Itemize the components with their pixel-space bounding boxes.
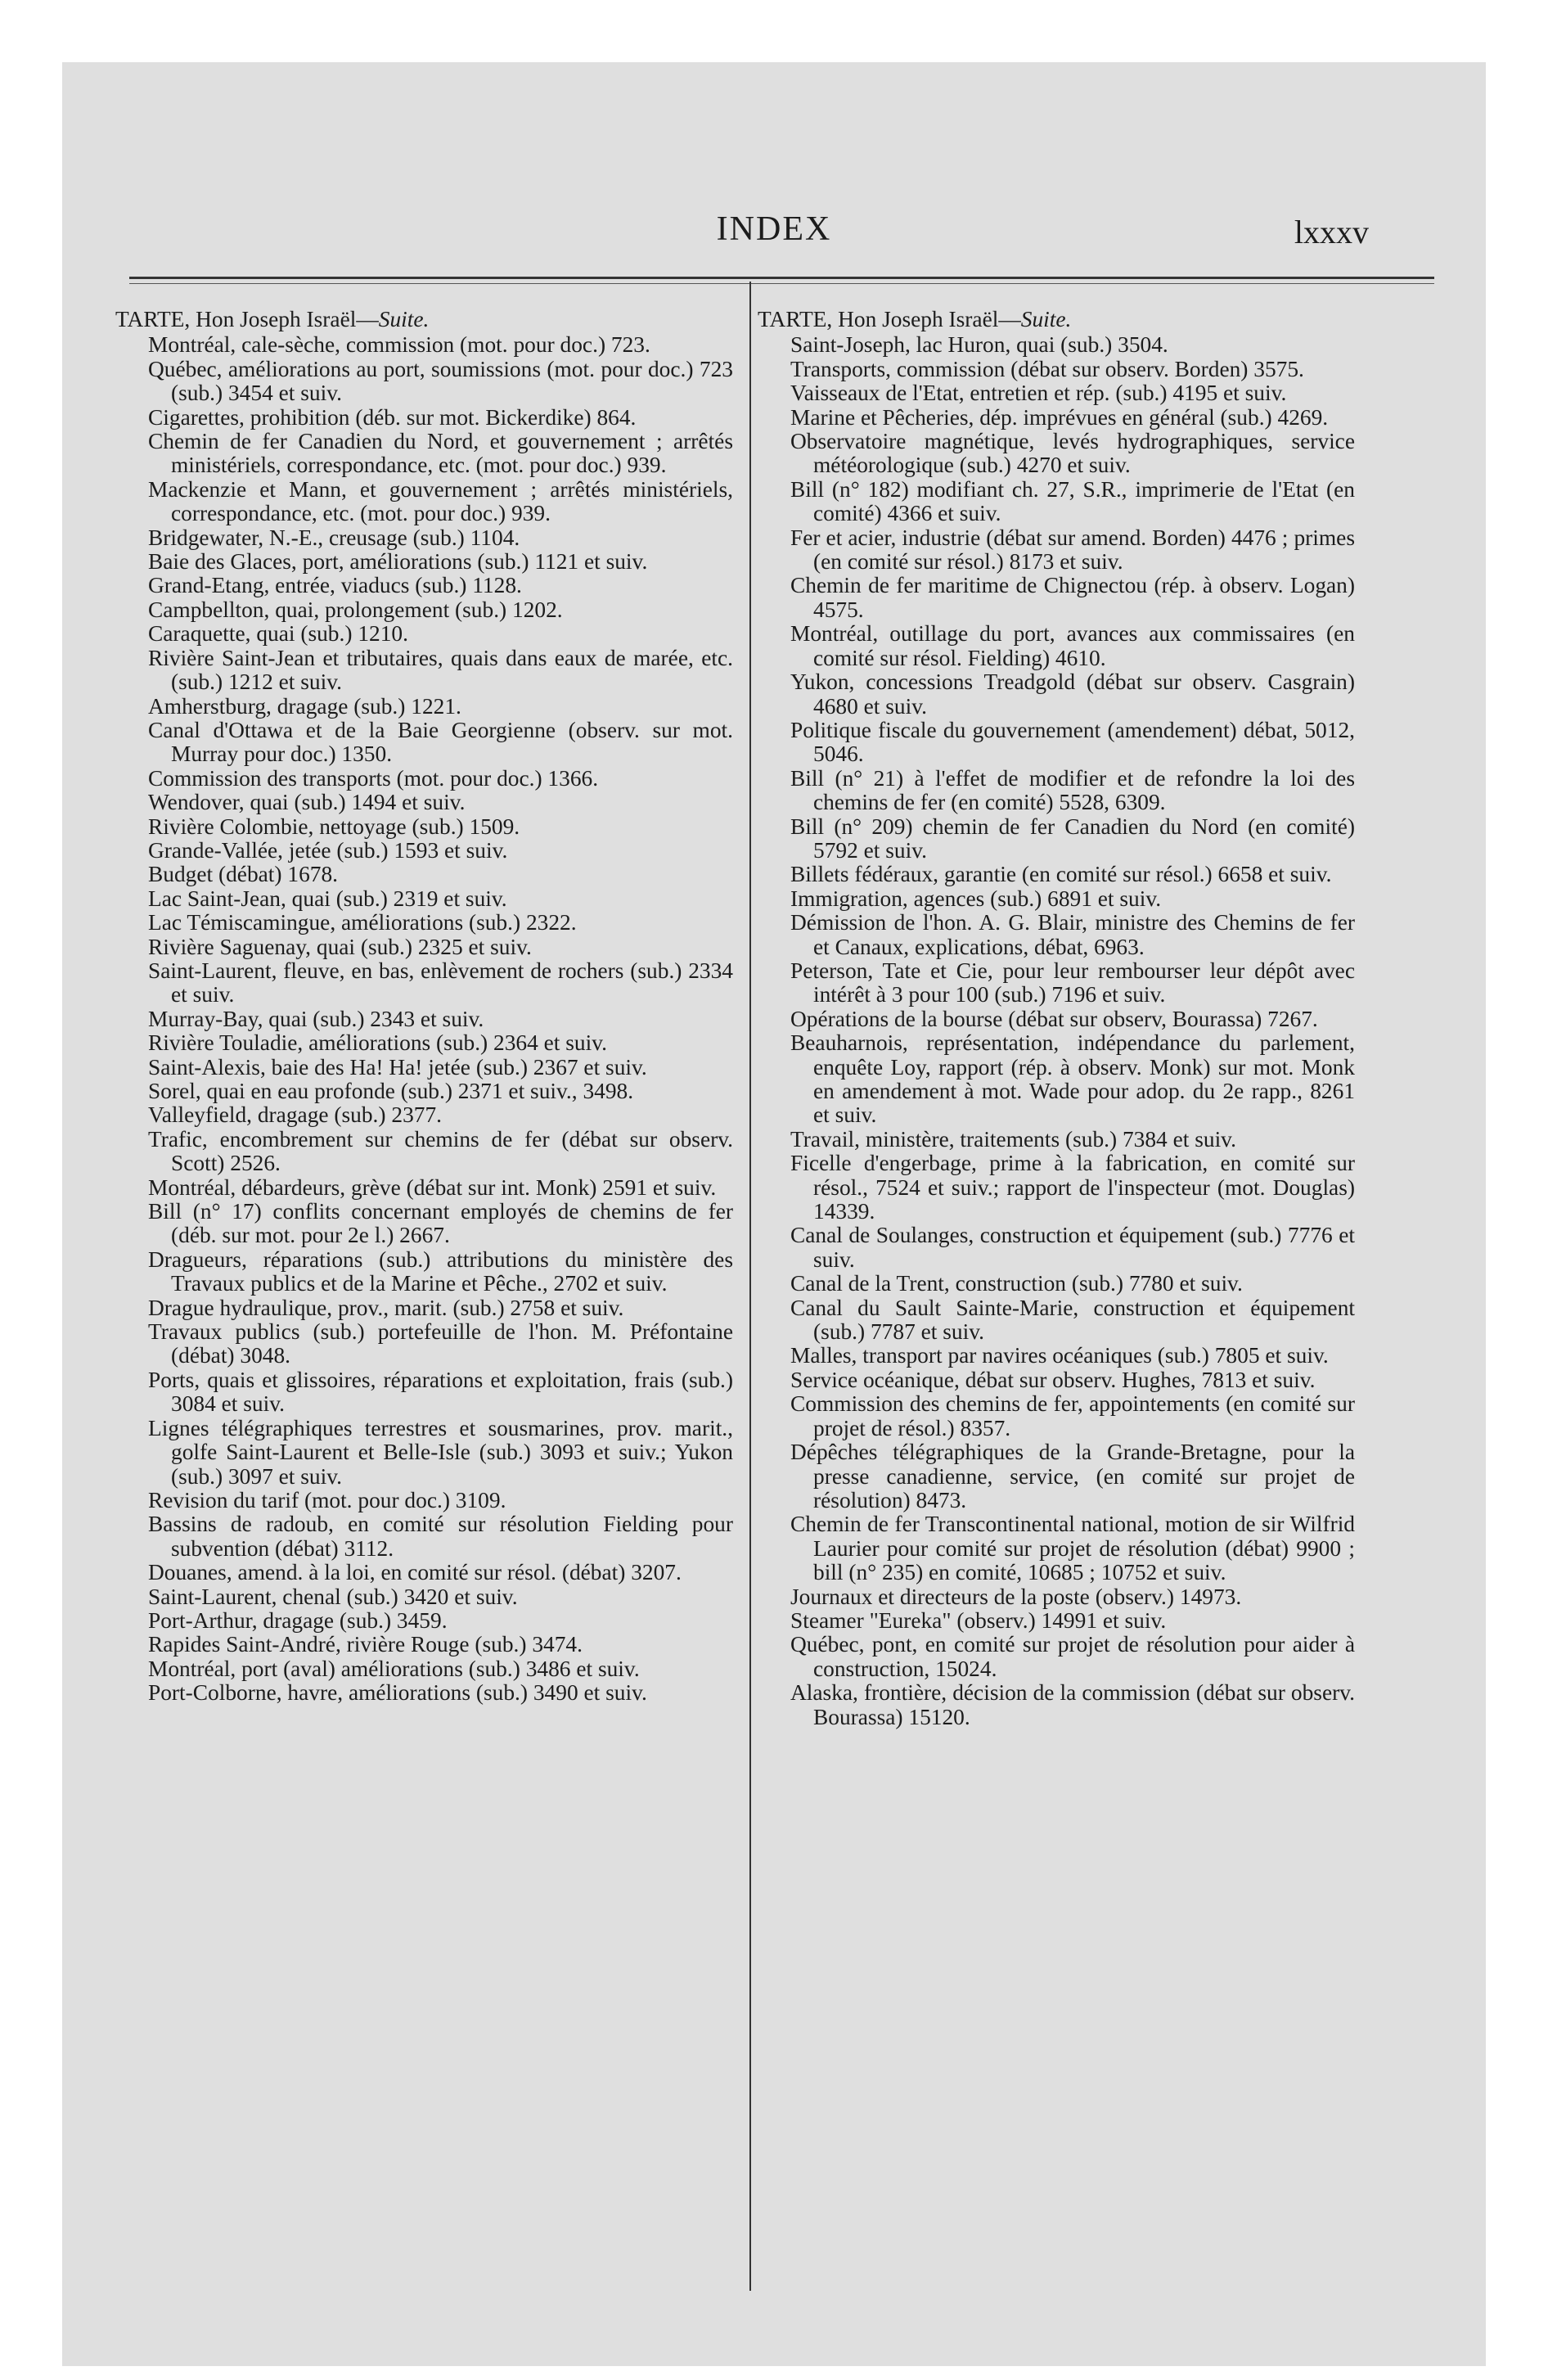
- index-entry: Canal de la Trent, construction (sub.) 7780 et suiv.: [790, 1271, 1243, 1296]
- page-header: [62, 210, 1486, 250]
- index-entry: Billets fédéraux, garantie (en comité sur résol.) 6658 et suiv.: [790, 862, 1332, 887]
- index-entry: Marine et Pêcheries, dép. imprévues en général (sub.) 4269.: [790, 404, 1329, 430]
- index-entry: Montréal, cale-sèche, commission (mot. pour doc.) 723.: [148, 332, 650, 358]
- index-entry: Ports, quais et glissoires, réparations et exploitation, frais (sub.) 3084 et suiv.: [148, 1367, 733, 1417]
- index-entry: Drague hydraulique, prov., marit. (sub.) 2758 et suiv.: [148, 1295, 624, 1320]
- index-entry: Commission des chemins de fer, appointements (en comité sur projet de résol.) 8357.: [790, 1391, 1355, 1440]
- right-column-heading: [758, 308, 1355, 331]
- index-entry: Sorel, quai en eau profonde (sub.) 2371 et suiv., 3498.: [148, 1079, 634, 1103]
- index-entry: Grande-Vallée, jetée (sub.) 1593 et suiv.: [148, 837, 508, 863]
- left-column-heading: [115, 308, 733, 331]
- index-entry: Dépêches télégraphiques de la Grande-Bretagne, pour la presse canadienne, service, (en comité sur projet de résolution) 8473.: [790, 1440, 1355, 1512]
- heading-name: TARTE, Hon Joseph Israël—: [115, 307, 379, 331]
- page-number: lxxxv: [1294, 214, 1369, 250]
- index-entry: Québec, améliorations au port, soumissions (mot. pour doc.) 723 (sub.) 3454 et suiv.: [148, 356, 733, 406]
- index-entry: Journaux et directeurs de la poste (observ.) 14973.: [790, 1584, 1242, 1609]
- index-entry: Peterson, Tate et Cie, pour leur rembourser leur dépôt avec intérêt à 3 pour 100 (sub.) 7196 et suiv.: [790, 958, 1355, 1007]
- index-entry: Transports, commission (débat sur observ. Borden) 3575.: [790, 356, 1304, 381]
- index-entry: Dragueurs, réparations (sub.) attributions du ministère des Travaux publics et de la Marine et Pêche., 2702 et suiv.: [148, 1246, 733, 1296]
- index-entry: Bill (n° 182) modifiant ch. 27, S.R., imprimerie de l'Etat (en comité) 4366 et suiv.: [790, 476, 1355, 526]
- index-entry: Revision du tarif (mot. pour doc.) 3109.: [148, 1487, 506, 1512]
- left-entries: [115, 333, 733, 1705]
- index-entry: Cigarettes, prohibition (déb. sur mot. Bickerdike) 864.: [148, 404, 637, 430]
- index-entry: Bill (n° 17) conflits concernant employés de chemins de fer (déb. sur mot. pour 2e l.) 2667.: [148, 1199, 733, 1248]
- index-entry: Opérations de la bourse (débat sur observ, Bourassa) 7267.: [790, 1006, 1318, 1031]
- index-entry: Amherstburg, dragage (sub.) 1221.: [148, 693, 461, 719]
- header-rule: [129, 277, 1434, 279]
- index-entry: Fer et acier, industrie (débat sur amend. Borden) 4476 ; primes (en comité sur résol.) 8173 et suiv.: [790, 525, 1355, 575]
- index-entry: Commission des transports (mot. pour doc.) 1366.: [148, 765, 599, 791]
- index-entry: Bill (n° 209) chemin de fer Canadien du Nord (en comité) 5792 et suiv.: [790, 814, 1355, 863]
- index-entry: Service océanique, débat sur observ. Hughes, 7813 et suiv.: [790, 1367, 1316, 1392]
- index-entry: Vaisseaux de l'Etat, entretien et rép. (sub.) 4195 et suiv.: [790, 381, 1287, 406]
- index-entry: Trafic, encombrement sur chemins de fer (débat sur observ. Scott) 2526.: [148, 1126, 733, 1176]
- index-entry: Travail, ministère, traitements (sub.) 7384 et suiv.: [790, 1126, 1236, 1152]
- index-entry: Baie des Glaces, port, améliorations (sub.) 1121 et suiv.: [148, 549, 648, 575]
- index-entry: Ficelle d'engerbage, prime à la fabrication, en comité sur résol., 7524 et suiv.; rapport de l'inspecteur (mot. Douglas) 14339.: [790, 1151, 1355, 1224]
- index-entry: Saint-Laurent, chenal (sub.) 3420 et suiv.: [148, 1584, 518, 1609]
- index-entry: Rapides Saint-André, rivière Rouge (sub.) 3474.: [148, 1632, 583, 1657]
- index-entry: Québec, pont, en comité sur projet de résolution pour aider à construction, 15024.: [790, 1632, 1355, 1681]
- column-divider: [749, 282, 751, 2291]
- index-entry: Canal d'Ottawa et de la Baie Georgienne (observ. sur mot. Murray pour doc.) 1350.: [148, 717, 733, 767]
- index-entry: Travaux publics (sub.) portefeuille de l'hon. M. Préfontaine (débat) 3048.: [148, 1319, 733, 1368]
- index-entry: Saint-Alexis, baie des Ha! Ha! jetée (sub.) 2367 et suiv.: [148, 1054, 647, 1080]
- index-entry: Rivière Saguenay, quai (sub.) 2325 et suiv.: [148, 934, 532, 959]
- index-entry: Canal de Soulanges, construction et équipement (sub.) 7776 et suiv.: [790, 1223, 1355, 1272]
- index-entry: Bill (n° 21) à l'effet de modifier et de refondre la loi des chemins de fer (en comité) 5528, 6309.: [790, 765, 1355, 815]
- index-entry: Budget (débat) 1678.: [148, 862, 339, 887]
- index-entry: Rivière Saint-Jean et tributaires, quais dans eaux de marée, etc. (sub.) 1212 et suiv.: [148, 645, 733, 695]
- page-title: INDEX: [716, 210, 832, 248]
- index-entry: Port-Arthur, dragage (sub.) 3459.: [148, 1607, 448, 1633]
- right-entries: [758, 333, 1355, 1729]
- index-entry: Rivière Touladie, améliorations (sub.) 2364 et suiv.: [148, 1030, 607, 1056]
- index-entry: Lignes télégraphiques terrestres et sousmarines, prov. marit., golfe Saint-Laurent et Belle-Isle (sub.) 3093 et suiv.; Yukon (sub.) 3097 et suiv.: [148, 1415, 733, 1489]
- index-entry: Chemin de fer maritime de Chignectou (rép. à observ. Logan) 4575.: [790, 573, 1355, 622]
- index-entry: Beauharnois, représentation, indépendance du parlement, enquête Loy, rapport (rép. à observ. Monk) sur mot. Monk en amendement à mot. Wade pour adop. du 2e rapp., 8261 et suiv.: [790, 1030, 1355, 1128]
- index-entry: Saint-Joseph, lac Huron, quai (sub.) 3504.: [790, 332, 1168, 358]
- index-entry: Canal du Sault Sainte-Marie, construction et équipement (sub.) 7787 et suiv.: [790, 1295, 1355, 1345]
- index-entry: Démission de l'hon. A. G. Blair, ministre des Chemins de fer et Canaux, explications, débat, 6963.: [790, 910, 1355, 959]
- index-entry: Lac Témiscamingue, améliorations (sub.) 2322.: [148, 910, 577, 935]
- index-entry: Yukon, concessions Treadgold (débat sur observ. Casgrain) 4680 et suiv.: [790, 669, 1355, 719]
- right-column: [758, 308, 1355, 1729]
- scanned-page: [62, 62, 1486, 2366]
- index-entry: Montréal, débardeurs, grève (débat sur int. Monk) 2591 et suiv.: [148, 1174, 717, 1200]
- index-entry: Douanes, amend. à la loi, en comité sur résol. (débat) 3207.: [148, 1560, 682, 1585]
- index-entry: Rivière Colombie, nettoyage (sub.) 1509.: [148, 814, 520, 839]
- heading-name: TARTE, Hon Joseph Israël—: [758, 307, 1021, 331]
- index-entry: Montréal, port (aval) améliorations (sub.) 3486 et suiv.: [148, 1656, 640, 1681]
- index-entry: Observatoire magnétique, levés hydrographiques, service météorologique (sub.) 4270 et suiv.: [790, 429, 1355, 478]
- index-entry: Immigration, agences (sub.) 6891 et suiv.: [790, 886, 1162, 911]
- index-entry: Steamer "Eureka" (observ.) 14991 et suiv.: [790, 1607, 1167, 1633]
- index-entry: Caraquette, quai (sub.) 1210.: [148, 621, 408, 647]
- heading-suite: Suite.: [1020, 307, 1072, 331]
- index-entry: Campbellton, quai, prolongement (sub.) 1202.: [148, 597, 563, 622]
- index-entry: Alaska, frontière, décision de la commission (débat sur observ. Bourassa) 15120.: [790, 1680, 1355, 1729]
- index-entry: Chemin de fer Canadien du Nord, et gouvernement ; arrêtés ministériels, correspondance, etc. (mot. pour doc.) 939.: [148, 429, 733, 478]
- index-entry: Mackenzie et Mann, et gouvernement ; arrêtés ministériels, correspondance, etc. (mot. pour doc.) 939.: [148, 476, 733, 526]
- index-entry: Lac Saint-Jean, quai (sub.) 2319 et suiv.: [148, 886, 507, 911]
- index-entry: Saint-Laurent, fleuve, en bas, enlèvement de rochers (sub.) 2334 et suiv.: [148, 958, 733, 1007]
- index-entry: Malles, transport par navires océaniques (sub.) 7805 et suiv.: [790, 1343, 1329, 1368]
- heading-suite: Suite.: [378, 307, 430, 331]
- index-entry: Politique fiscale du gouvernement (amendement) débat, 5012, 5046.: [790, 717, 1355, 767]
- index-entry: Bridgewater, N.-E., creusage (sub.) 1104.: [148, 525, 520, 550]
- index-entry: Port-Colborne, havre, améliorations (sub.) 3490 et suiv.: [148, 1680, 647, 1706]
- index-entry: Valleyfield, dragage (sub.) 2377.: [148, 1102, 443, 1128]
- index-entry: Chemin de fer Transcontinental national, motion de sir Wilfrid Laurier pour comité sur projet de résolution (débat) 9900 ; bill (n° 235) en comité, 10685 ; 10752 et suiv.: [790, 1512, 1355, 1585]
- index-entry: Murray-Bay, quai (sub.) 2343 et suiv.: [148, 1006, 484, 1031]
- index-entry: Wendover, quai (sub.) 1494 et suiv.: [148, 790, 466, 815]
- header-rule-thin: [129, 283, 1434, 284]
- index-entry: Montréal, outillage du port, avances aux commissaires (en comité sur résol. Fielding) 4610.: [790, 621, 1355, 670]
- left-column: [115, 308, 733, 1706]
- index-entry: Bassins de radoub, en comité sur résolution Fielding pour subvention (débat) 3112.: [148, 1512, 733, 1561]
- index-entry: Grand-Etang, entrée, viaducs (sub.) 1128.: [148, 573, 522, 598]
